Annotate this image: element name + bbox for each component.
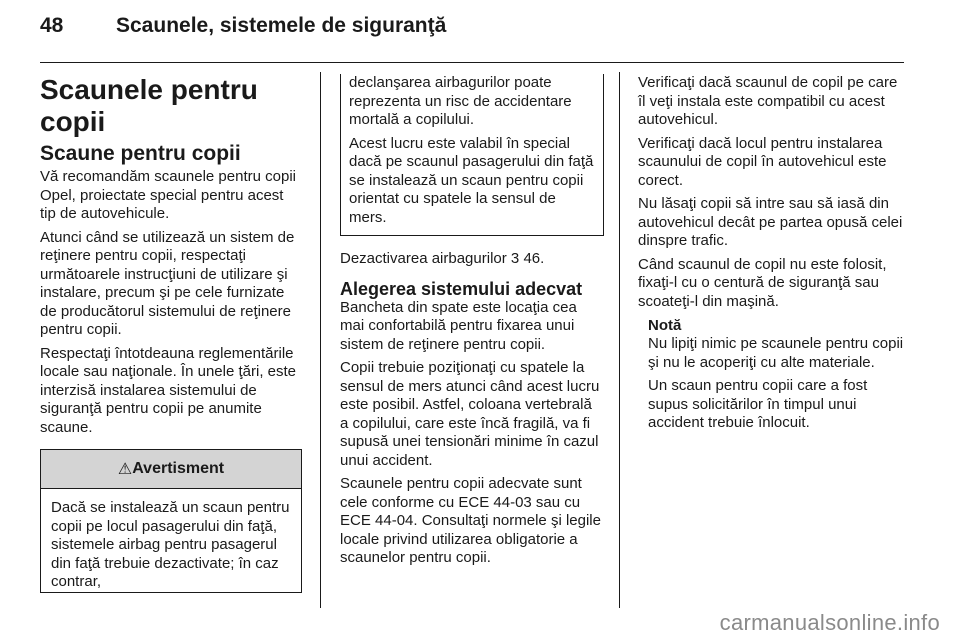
note-text: Un scaun pentru copii care a fost supus solicitărilor în timpul unui accident trebuie înlocuit. <box>648 377 868 431</box>
paragraph: Nu lăsaţi copii să intre sau să iasă din autovehicul decât pe partea opusă celei dinspre trafic. <box>638 195 903 249</box>
page-number: 48 <box>40 14 64 37</box>
chapter-heading: Scaunele pentru copii <box>40 74 258 137</box>
xref-label: Dezactivarea airbagurilor <box>340 250 507 267</box>
note-text: Nu lipiţi nimic pe scaunele pentru copii şi nu le acoperiţi cu alte materiale. <box>648 335 904 371</box>
column-2 <box>340 74 604 573</box>
paragraph: Vă recomandăm scaunele pentru copii Opel, proiectate special pentru acest tip de autovehicule. <box>40 168 296 222</box>
section-heading: Alegerea sistemului adecvat <box>340 278 583 299</box>
warning-text: Dacă se instalează un scaun pentru copii pe locul pasagerului din faţă, sistemele airbag pentru pasagerul din faţă trebuie dezactivate; în caz contrar, <box>51 499 290 590</box>
warning-box-continued <box>340 74 604 236</box>
note-box <box>648 317 904 433</box>
paragraph: Copii trebuie poziţionaţi cu spatele la sensul de mers atunci când acest lucru este posibil. Astfel, coloana vertebrală a copilului, care este încă fragilă, va fi supusă unei tensionări minime în cazul unui accident. <box>340 359 600 469</box>
warning-body <box>41 489 301 592</box>
watermark: carmanualsonline.info <box>719 610 940 635</box>
warning-box <box>40 449 302 593</box>
column-1 <box>40 74 302 593</box>
paragraph: Verificaţi dacă scaunul de copil pe care îl veţi instala este compatibil cu acest autovehicul. <box>638 74 898 128</box>
header-rule <box>40 62 904 63</box>
warning-text: declanşarea airbagurilor poate reprezenta un risc de accidentare mortală a copilului. <box>349 74 572 128</box>
warning-header <box>41 450 301 489</box>
arrow-icon: 3 <box>510 250 520 267</box>
paragraph: Atunci când se utilizează un sistem de reţinere pentru copii, respectaţi următoarele instrucţiuni de utilizare şi instalare, precum şi pe cele furnizate de producătorul sistemului de reţinere pentru copii. <box>40 228 295 338</box>
page-header <box>40 14 904 48</box>
column-divider-2 <box>619 72 620 608</box>
paragraph: Verificaţi dacă locul pentru instalarea scaunului de copil în autovehicul este corect. <box>638 134 887 189</box>
paragraph: Bancheta din spate este locaţia cea mai confortabilă pentru fixarea unui sistem de reţinere pentru copii. <box>340 298 577 353</box>
warning-triangle-icon: ⚠ <box>117 461 133 478</box>
paragraph: Scaunele pentru copii adecvate sunt cele conforme cu ECE 44-03 sau cu ECE 44-04. Consultaţi normele şi legile locale privind utilizarea obligatorie a scaunelor pentru copii. <box>340 475 601 566</box>
section-heading: Scaune pentru copii <box>40 142 241 165</box>
section-title: Scaunele, sistemele de siguranţă <box>116 14 447 37</box>
cross-reference[interactable] <box>340 250 604 269</box>
paragraph: Respectaţi întotdeauna reglementările locale sau naţionale. În unele ţări, este interzisă instalarea sistemului de siguranţă pentru copii pe anumite scaune. <box>40 344 297 436</box>
column-divider-1 <box>320 72 321 608</box>
column-3 <box>638 74 904 438</box>
warning-title: Avertisment <box>132 460 225 477</box>
xref-page: 46. <box>523 250 545 267</box>
warning-text: Acest lucru este valabil în special dacă pe scaunul pasagerului din faţă se instalează un scaun pentru copii orientat cu spatele la sensul de mers. <box>349 134 594 226</box>
paragraph: Când scaunul de copil nu este folosit, fixaţi-l cu o centură de siguranţă sau scoateţi-l din maşină. <box>638 255 887 310</box>
note-title: Notă <box>648 317 682 334</box>
